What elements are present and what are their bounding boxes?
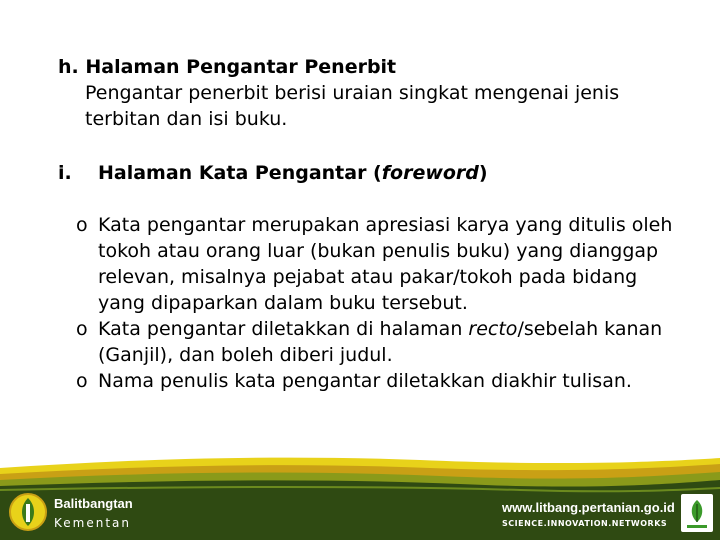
section-i-heading-suffix: )	[478, 162, 488, 184]
bullet-2-prefix: Kata pengantar diletakkan di halaman	[98, 318, 469, 340]
bullet-item-1	[98, 212, 698, 316]
section-h-heading: h. Halaman Pengantar Penerbit	[58, 56, 397, 78]
section-i-heading-prefix: Halaman Kata Pengantar (	[98, 162, 382, 184]
bullet-2-suffix: /sebelah kanan	[517, 318, 663, 340]
section-h-body-line-2: terbitan dan isi buku.	[85, 108, 288, 130]
bullet-marker-3: o	[76, 370, 88, 392]
bullet-1-line-2: tokoh atau orang luar (bukan penulis buku) yang dianggap	[98, 240, 659, 262]
bullet-1-line-4: yang dipaparkan dalam buku tersebut.	[98, 292, 468, 314]
bullet-1-line-1: Kata pengantar merupakan apresiasi karya yang ditulis oleh	[98, 214, 673, 236]
section-i-heading-italic: foreword	[381, 162, 479, 184]
bullet-marker-2: o	[76, 318, 88, 340]
agro-logo-icon	[681, 494, 713, 532]
bullet-2-italic: recto	[468, 318, 518, 340]
brand-name: Balitbangtan	[54, 496, 133, 511]
bullet-item-3: Nama penulis kata pengantar diletakkan diakhir tulisan.	[98, 370, 632, 392]
section-h-body-line-1: Pengantar penerbit berisi uraian singkat mengenai jenis	[85, 82, 620, 104]
bullet-marker-1: o	[76, 214, 88, 236]
bullet-item-2	[98, 316, 698, 368]
section-i-marker: i.	[58, 162, 72, 184]
website-url: www.litbang.pertanian.go.id	[502, 500, 675, 515]
bullet-1-line-3: relevan, misalnya pejabat atau pakar/tokoh pada bidang	[98, 266, 638, 288]
section-i-heading	[98, 160, 488, 186]
balitbangtan-logo-icon	[8, 490, 48, 534]
bullet-2-line-1	[98, 316, 698, 342]
brand-subtitle: Kementan	[54, 516, 131, 530]
bullet-2-line-2: (Ganjil), dan boleh diberi judul.	[98, 344, 393, 366]
tagline: SCIENCE.INNOVATION.NETWORKS	[502, 519, 668, 528]
partner-logo-icon	[681, 494, 713, 532]
